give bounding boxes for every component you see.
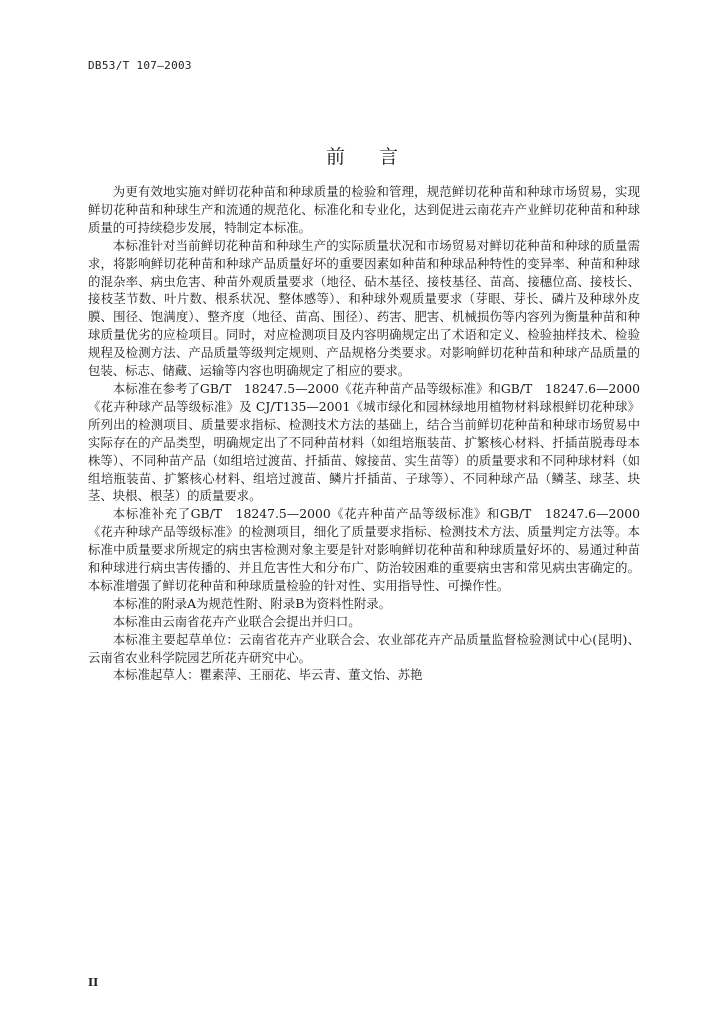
paragraph-supplement: 本标准补充了GB/T 18247.5—2000《花卉种苗产品等级标准》和GB/T 18247.6—2000《花卉种球产品等级标准》的检测项目，细化了质量要求指标、检测技术方法、质量判定方法等。本标准中质量要求所规定的病虫害检测对象主要是针对影响鲜切花种苗和种球质量好坏的、易通过种苗和种球进行病虫害传播的、并且危害性大和分布广、防治较困难的重要病虫害和常见病虫害确定的。本标准增强了鲜切花种苗和种球质量检验的针对性、实用指导性、可操作性。 <box>88 506 640 593</box>
page-number: II <box>88 976 99 989</box>
paragraph-scope: 本标准针对当前鲜切花种苗和种球生产的实际质量状况和市场贸易对鲜切花种苗和种球的质量需求，将影响鲜切花种苗和种球产品质量好坏的重要因素如种苗和种球品种特性的变异率、种苗和种球的混杂率、病虫危害、种苗外观质量要求（地径、砧木基径、接枝基径、苗高、接穗位高、接枝长、接枝茎节数、叶片数、根系状况、整体感等）、和种球外观质量要求（芽眼、芽长、磷片及种球外皮膜、围径、饱满度）、整齐度（地径、苗高、围径）、药害、肥害、机械损伤等内容列为衡量种苗和种球质量优劣的应检项目。同时，对应检测项目及内容明确规定出了术语和定义、检验抽样技术、检验规程及检测方法、产品质量等级判定规则、产品规格分类要求。对影响鲜切花种苗和种球产品质量的包装、标志、储藏、运输等内容也明确规定了相应的要求。 <box>88 237 640 379</box>
paragraph-annexes: 本标准的附录A为规范性附、附录B为资料性附录。 <box>112 595 392 611</box>
paragraph-purpose: 为更有效地实施对鲜切花种苗和种球质量的检验和管理，规范鲜切花种苗和种球市场贸易，实现鲜切花种苗和种球生产和流通的规范化、标准化和专业化，达到促进云南花卉产业鲜切花种苗和种球质量的可持续稳步发展，特制定本标准。 <box>88 184 640 235</box>
paragraph-references: 本标准在参考了GB/T 18247.5—2000《花卉种苗产品等级标准》和GB/T 18247.6—2000《花卉种球产品等级标准》及 CJ/T135—2001《城市绿化和园林绿地用植物材料球根鲜切花种球》所列出的检测项目、质量要求指标、检测技术方法的基础上，结合当前鲜切花种苗和种球市场贸易中实际存在的产品类型，明确规定出了不同种苗材料（如组培瓶装苗、扩繁核心材料、扦插苗脱毒母本株等）、不同种苗产品（如组培过渡苗、扦插苗、嫁接苗、实生苗等）的质量要求和不同种球材料（如组培瓶装苗、扩繁核心材料、组培过渡苗、鳞片扦插苗、子球等）、不同种球产品（鳞茎、球茎、块茎、块根、根茎）的质量要求。 <box>88 380 640 504</box>
paragraph-proposer: 本标准由云南省花卉产业联合会提出并归口。 <box>112 613 361 629</box>
foreword-body <box>88 183 640 684</box>
page-title: 前言 <box>325 145 432 168</box>
document-code: DB53/T 107—2003 <box>88 59 192 72</box>
header-divider <box>88 77 636 78</box>
paragraph-drafters: 本标准起草人：瞿素萍、王丽花、毕云青、董文怡、苏艳 <box>112 667 423 683</box>
paragraph-drafting-units: 本标准主要起草单位：云南省花卉产业联合会、农业部花卉产品质量监督检验测试中心(昆明)、云南省农业科学院园艺所花卉研究中心。 <box>88 631 640 665</box>
